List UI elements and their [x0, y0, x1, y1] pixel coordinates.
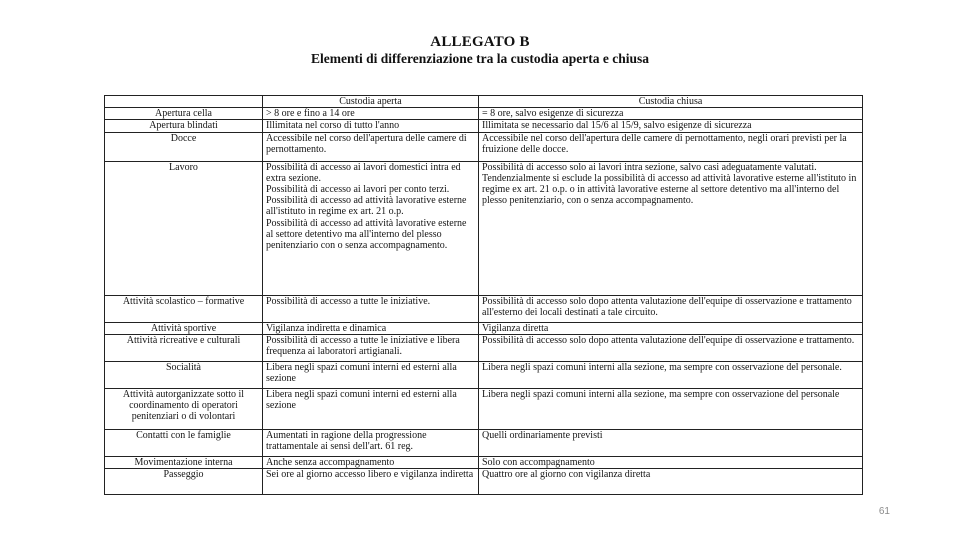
row-label: Docce	[105, 132, 263, 161]
table-header-row	[105, 96, 863, 108]
header-empty	[105, 96, 263, 108]
cell-chiusa: Illimitata se necessario dal 15/6 al 15/9, salvo esigenze di sicurezza	[479, 120, 863, 132]
table-row	[105, 456, 863, 468]
row-label: Lavoro	[105, 161, 263, 295]
cell-aperta: Possibilità di accesso a tutte le iniziative e libera frequenza ai laboratori artigianali.	[263, 334, 479, 361]
cell-chiusa: Solo con accompagnamento	[479, 456, 863, 468]
row-label: Contatti con le famiglie	[105, 429, 263, 456]
row-label: Apertura blindati	[105, 120, 263, 132]
cell-chiusa: Quelli ordinariamente previsti	[479, 429, 863, 456]
document-title: ALLEGATO B	[430, 34, 530, 50]
comparison-table	[104, 95, 863, 495]
row-label: Attività autorganizzate sotto il coordinamento di operatori penitenziari o di volontari	[105, 388, 263, 429]
table-row	[105, 469, 863, 495]
cell-chiusa: = 8 ore, salvo esigenze di sicurezza	[479, 108, 863, 120]
cell-chiusa: Quattro ore al giorno con vigilanza diretta	[479, 469, 863, 495]
cell-chiusa: Possibilità di accesso solo dopo attenta valutazione dell'equipe di osservazione e trattamento all'esterno dei locali destinati a tale circuito.	[479, 295, 863, 322]
row-label: Socialità	[105, 361, 263, 388]
cell-chiusa: Accessibile nel corso dell'apertura delle camere di pernottamento, negli orari previsti per la fruizione delle docce.	[479, 132, 863, 161]
row-label: Attività scolastico – formative	[105, 295, 263, 322]
table-row	[105, 132, 863, 161]
cell-aperta: Possibilità di accesso ai lavori domestici intra ed extra sezione. Possibilità di accesso ai lavori per conto terzi. Possibilità di accesso ad attività lavorative esterne all'istituto in regime ex art. 21 o.p. Possibilità di accesso ad attività lavorative esterne al settore detentivo ma all'interno del plesso penitenziario con o senza accompagnamento.	[263, 161, 479, 295]
row-label: Apertura cella	[105, 108, 263, 120]
table-row	[105, 295, 863, 322]
header-custodia-chiusa: Custodia chiusa	[479, 96, 863, 108]
table-row	[105, 361, 863, 388]
page-number: 61	[878, 506, 890, 517]
header-custodia-aperta: Custodia aperta	[263, 96, 479, 108]
cell-chiusa: Possibilità di accesso solo ai lavori intra sezione, salvo casi adeguatamente valutati. Tendenzialmente si esclude la possibilità di accesso ad attività lavorative esterne all'istituto in regime ex art. 21 o.p. o in attività lavorative esterne al settore detentivo ma all'interno del plesso penitenziario, con o senza accompagnamento.	[479, 161, 863, 295]
row-label: Attività ricreative e culturali	[105, 334, 263, 361]
cell-aperta: Anche senza accompagnamento	[263, 456, 479, 468]
document-subtitle: Elementi di differenziazione tra la custodia aperta e chiusa	[311, 51, 649, 66]
cell-aperta: Illimitata nel corso di tutto l'anno	[263, 120, 479, 132]
cell-aperta: Vigilanza indiretta e dinamica	[263, 322, 479, 334]
cell-chiusa: Libera negli spazi comuni interni alla sezione, ma sempre con osservazione del personale	[479, 388, 863, 429]
table-row	[105, 334, 863, 361]
cell-chiusa: Possibilità di accesso solo dopo attenta valutazione dell'equipe di osservazione e trattamento.	[479, 334, 863, 361]
cell-aperta: Libera negli spazi comuni interni ed esterni alla sezione	[263, 388, 479, 429]
cell-aperta: Accessibile nel corso dell'apertura delle camere di pernottamento.	[263, 132, 479, 161]
table-row	[105, 429, 863, 456]
row-label: Passeggio	[105, 469, 263, 495]
cell-aperta: Possibilità di accesso a tutte le iniziative.	[263, 295, 479, 322]
table-row	[105, 161, 863, 295]
table-row	[105, 120, 863, 132]
cell-aperta: Sei ore al giorno accesso libero e vigilanza indiretta	[263, 469, 479, 495]
row-label: Attività sportive	[105, 322, 263, 334]
table-row	[105, 108, 863, 120]
cell-aperta: Aumentati in ragione della progressione trattamentale ai sensi dell'art. 61 reg.	[263, 429, 479, 456]
cell-aperta: Libera negli spazi comuni interni ed esterni alla sezione	[263, 361, 479, 388]
cell-aperta: > 8 ore e fino a 14 ore	[263, 108, 479, 120]
cell-chiusa: Libera negli spazi comuni interni alla sezione, ma sempre con osservazione del personale.	[479, 361, 863, 388]
row-label: Movimentazione interna	[105, 456, 263, 468]
table-row	[105, 322, 863, 334]
cell-chiusa: Vigilanza diretta	[479, 322, 863, 334]
table-row	[105, 388, 863, 429]
